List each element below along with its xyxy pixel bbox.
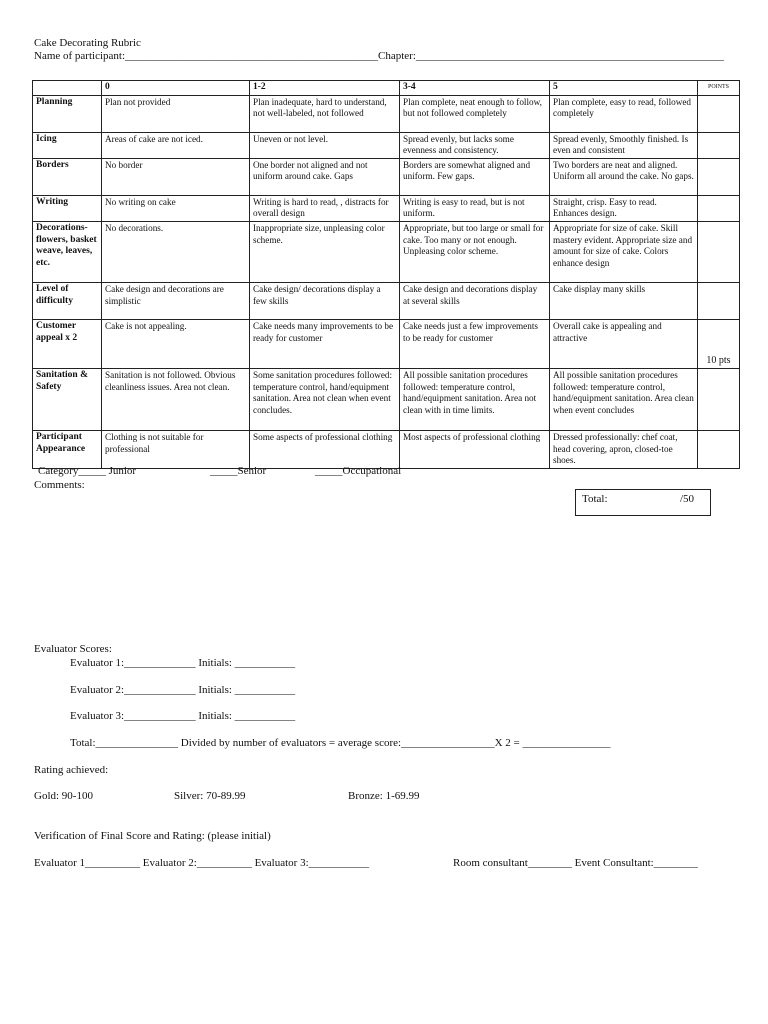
rating-gold: Gold: 90-100 [34, 790, 93, 802]
row-points[interactable] [698, 95, 740, 132]
row-points-value[interactable]: 10 pts [698, 319, 740, 368]
row-cell-1-2: Uneven or not level. [250, 132, 400, 158]
row-cell-1-2: One border not aligned and not uniform around cake. Gaps [250, 158, 400, 195]
row-cell-1-2: Some aspects of professional clothing [250, 430, 400, 468]
row-criterion: Sanitation & Safety [33, 368, 102, 430]
row-cell-5: Appropriate for size of cake. Skill mastery evident. Appropriate size and amount for size of cake. Colors enhance design [550, 221, 698, 282]
row-cell-1-2: Cake needs many improvements to be ready for customer [250, 319, 400, 368]
row-criterion: Participant Appearance [33, 430, 102, 468]
rating-heading: Rating achieved: [34, 764, 109, 776]
row-cell-3-4: Spread evenly, but lacks some evenness and consistency. [400, 132, 550, 158]
row-cell-3-4: Most aspects of professional clothing [400, 430, 550, 468]
header-score-1-2: 1-2 [250, 81, 400, 96]
header-score-0: 0 [102, 81, 250, 96]
row-points[interactable] [698, 430, 740, 468]
row-cell-3-4: Cake needs just a few improvements to be ready for customer [400, 319, 550, 368]
row-cell-3-4: Writing is easy to read, but is not uniform. [400, 195, 550, 221]
rubric-table [32, 80, 740, 469]
row-criterion: Planning [33, 95, 102, 132]
table-row [33, 132, 740, 158]
total-box[interactable] [575, 489, 711, 516]
category-junior[interactable]: Category_____ Junior [38, 465, 137, 477]
table-row [33, 282, 740, 319]
row-cell-5: Overall cake is appealing and attractive [550, 319, 698, 368]
category-senior[interactable]: _____Senior [210, 465, 267, 477]
verification-consultants[interactable]: Room consultant________ Event Consultant:________ [453, 857, 698, 869]
row-cell-0: Clothing is not suitable for professional [102, 430, 250, 468]
evaluator-2-line[interactable]: Evaluator 2:_____________ Initials: ___________ [70, 684, 296, 696]
row-criterion: Customer appeal x 2 [33, 319, 102, 368]
average-score-line[interactable]: Total:_______________ Divided by number of evaluators = average score:_________________X 2 = ________________ [70, 737, 611, 749]
row-cell-3-4: Borders are somewhat aligned and uniform. Few gaps. [400, 158, 550, 195]
row-points[interactable] [698, 368, 740, 430]
participant-chapter-line[interactable]: Name of participant:______________________________________________Chapter:________________________________________________________ [34, 50, 724, 62]
total-label: Total: [582, 493, 608, 505]
row-cell-3-4: Appropriate, but too large or small for cake. Too many or not enough. Unpleasing color scheme. [400, 221, 550, 282]
header-score-3-4: 3-4 [400, 81, 550, 96]
evaluator-1-line[interactable]: Evaluator 1:_____________ Initials: ___________ [70, 657, 296, 669]
row-cell-0: Areas of cake are not iced. [102, 132, 250, 158]
row-cell-0: No writing on cake [102, 195, 250, 221]
row-cell-3-4: Cake design and decorations display at several skills [400, 282, 550, 319]
table-row [33, 158, 740, 195]
rating-silver: Silver: 70-89.99 [174, 790, 246, 802]
row-cell-5: Cake display many skills [550, 282, 698, 319]
row-criterion: Borders [33, 158, 102, 195]
row-criterion: Writing [33, 195, 102, 221]
row-points[interactable] [698, 221, 740, 282]
verification-evaluators[interactable]: Evaluator 1__________ Evaluator 2:__________ Evaluator 3:___________ [34, 857, 370, 869]
row-cell-1-2: Writing is hard to read, , distracts for overall design [250, 195, 400, 221]
row-cell-3-4: Plan complete, neat enough to follow, but not followed completely [400, 95, 550, 132]
document-title: Cake Decorating Rubric [34, 37, 141, 49]
row-points[interactable] [698, 132, 740, 158]
header-criterion [33, 81, 102, 96]
row-criterion: Decorations-flowers, basket weave, leaves, etc. [33, 221, 102, 282]
rating-bronze: Bronze: 1-69.99 [348, 790, 420, 802]
row-criterion: Level of difficulty [33, 282, 102, 319]
table-row [33, 319, 740, 368]
row-points[interactable] [698, 158, 740, 195]
table-row [33, 430, 740, 468]
evaluator-3-line[interactable]: Evaluator 3:_____________ Initials: ___________ [70, 710, 296, 722]
row-points[interactable] [698, 195, 740, 221]
row-cell-5: Two borders are neat and aligned. Uniform all around the cake. No gaps. [550, 158, 698, 195]
category-occupational[interactable]: _____Occupational [315, 465, 402, 477]
row-cell-3-4: All possible sanitation procedures followed: temperature control, hand/equipment sanitation. Area not clean with in time limits. [400, 368, 550, 430]
row-cell-0: Cake design and decorations are simplistic [102, 282, 250, 319]
header-points: POINTS [698, 81, 740, 96]
row-cell-5: Plan complete, easy to read, followed completely [550, 95, 698, 132]
row-cell-1-2: Inappropriate size, unpleasing color scheme. [250, 221, 400, 282]
total-max: /50 [680, 493, 695, 505]
row-criterion: Icing [33, 132, 102, 158]
row-cell-5: Straight, crisp. Easy to read. Enhances design. [550, 195, 698, 221]
row-cell-5: Dressed professionally: chef coat, head covering, apron, closed-toe shoes. [550, 430, 698, 468]
row-cell-1-2: Cake design/ decorations display a few skills [250, 282, 400, 319]
row-points[interactable] [698, 282, 740, 319]
row-cell-5: Spread evenly, Smoothly finished. Is even and consistent [550, 132, 698, 158]
evaluator-scores-heading: Evaluator Scores: [34, 643, 112, 655]
table-row [33, 95, 740, 132]
table-row [33, 221, 740, 282]
row-cell-5: All possible sanitation procedures followed: temperature control, hand/equipment sanitation. Area clean when event concludes [550, 368, 698, 430]
row-cell-0: No decorations. [102, 221, 250, 282]
row-cell-0: Sanitation is not followed. Obvious cleanliness issues. Area not clean. [102, 368, 250, 430]
table-header-row [33, 81, 740, 96]
row-cell-0: Cake is not appealing. [102, 319, 250, 368]
table-row [33, 368, 740, 430]
verification-heading: Verification of Final Score and Rating: (please initial) [34, 830, 271, 842]
comments-label: Comments: [34, 479, 85, 491]
row-cell-0: Plan not provided [102, 95, 250, 132]
row-cell-1-2: Some sanitation procedures followed: temperature control, hand/equipment sanitation. Area not clean when event concludes. [250, 368, 400, 430]
table-row [33, 195, 740, 221]
row-cell-0: No border [102, 158, 250, 195]
header-score-5: 5 [550, 81, 698, 96]
row-cell-1-2: Plan inadequate, hard to understand, not well-labeled, not followed [250, 95, 400, 132]
